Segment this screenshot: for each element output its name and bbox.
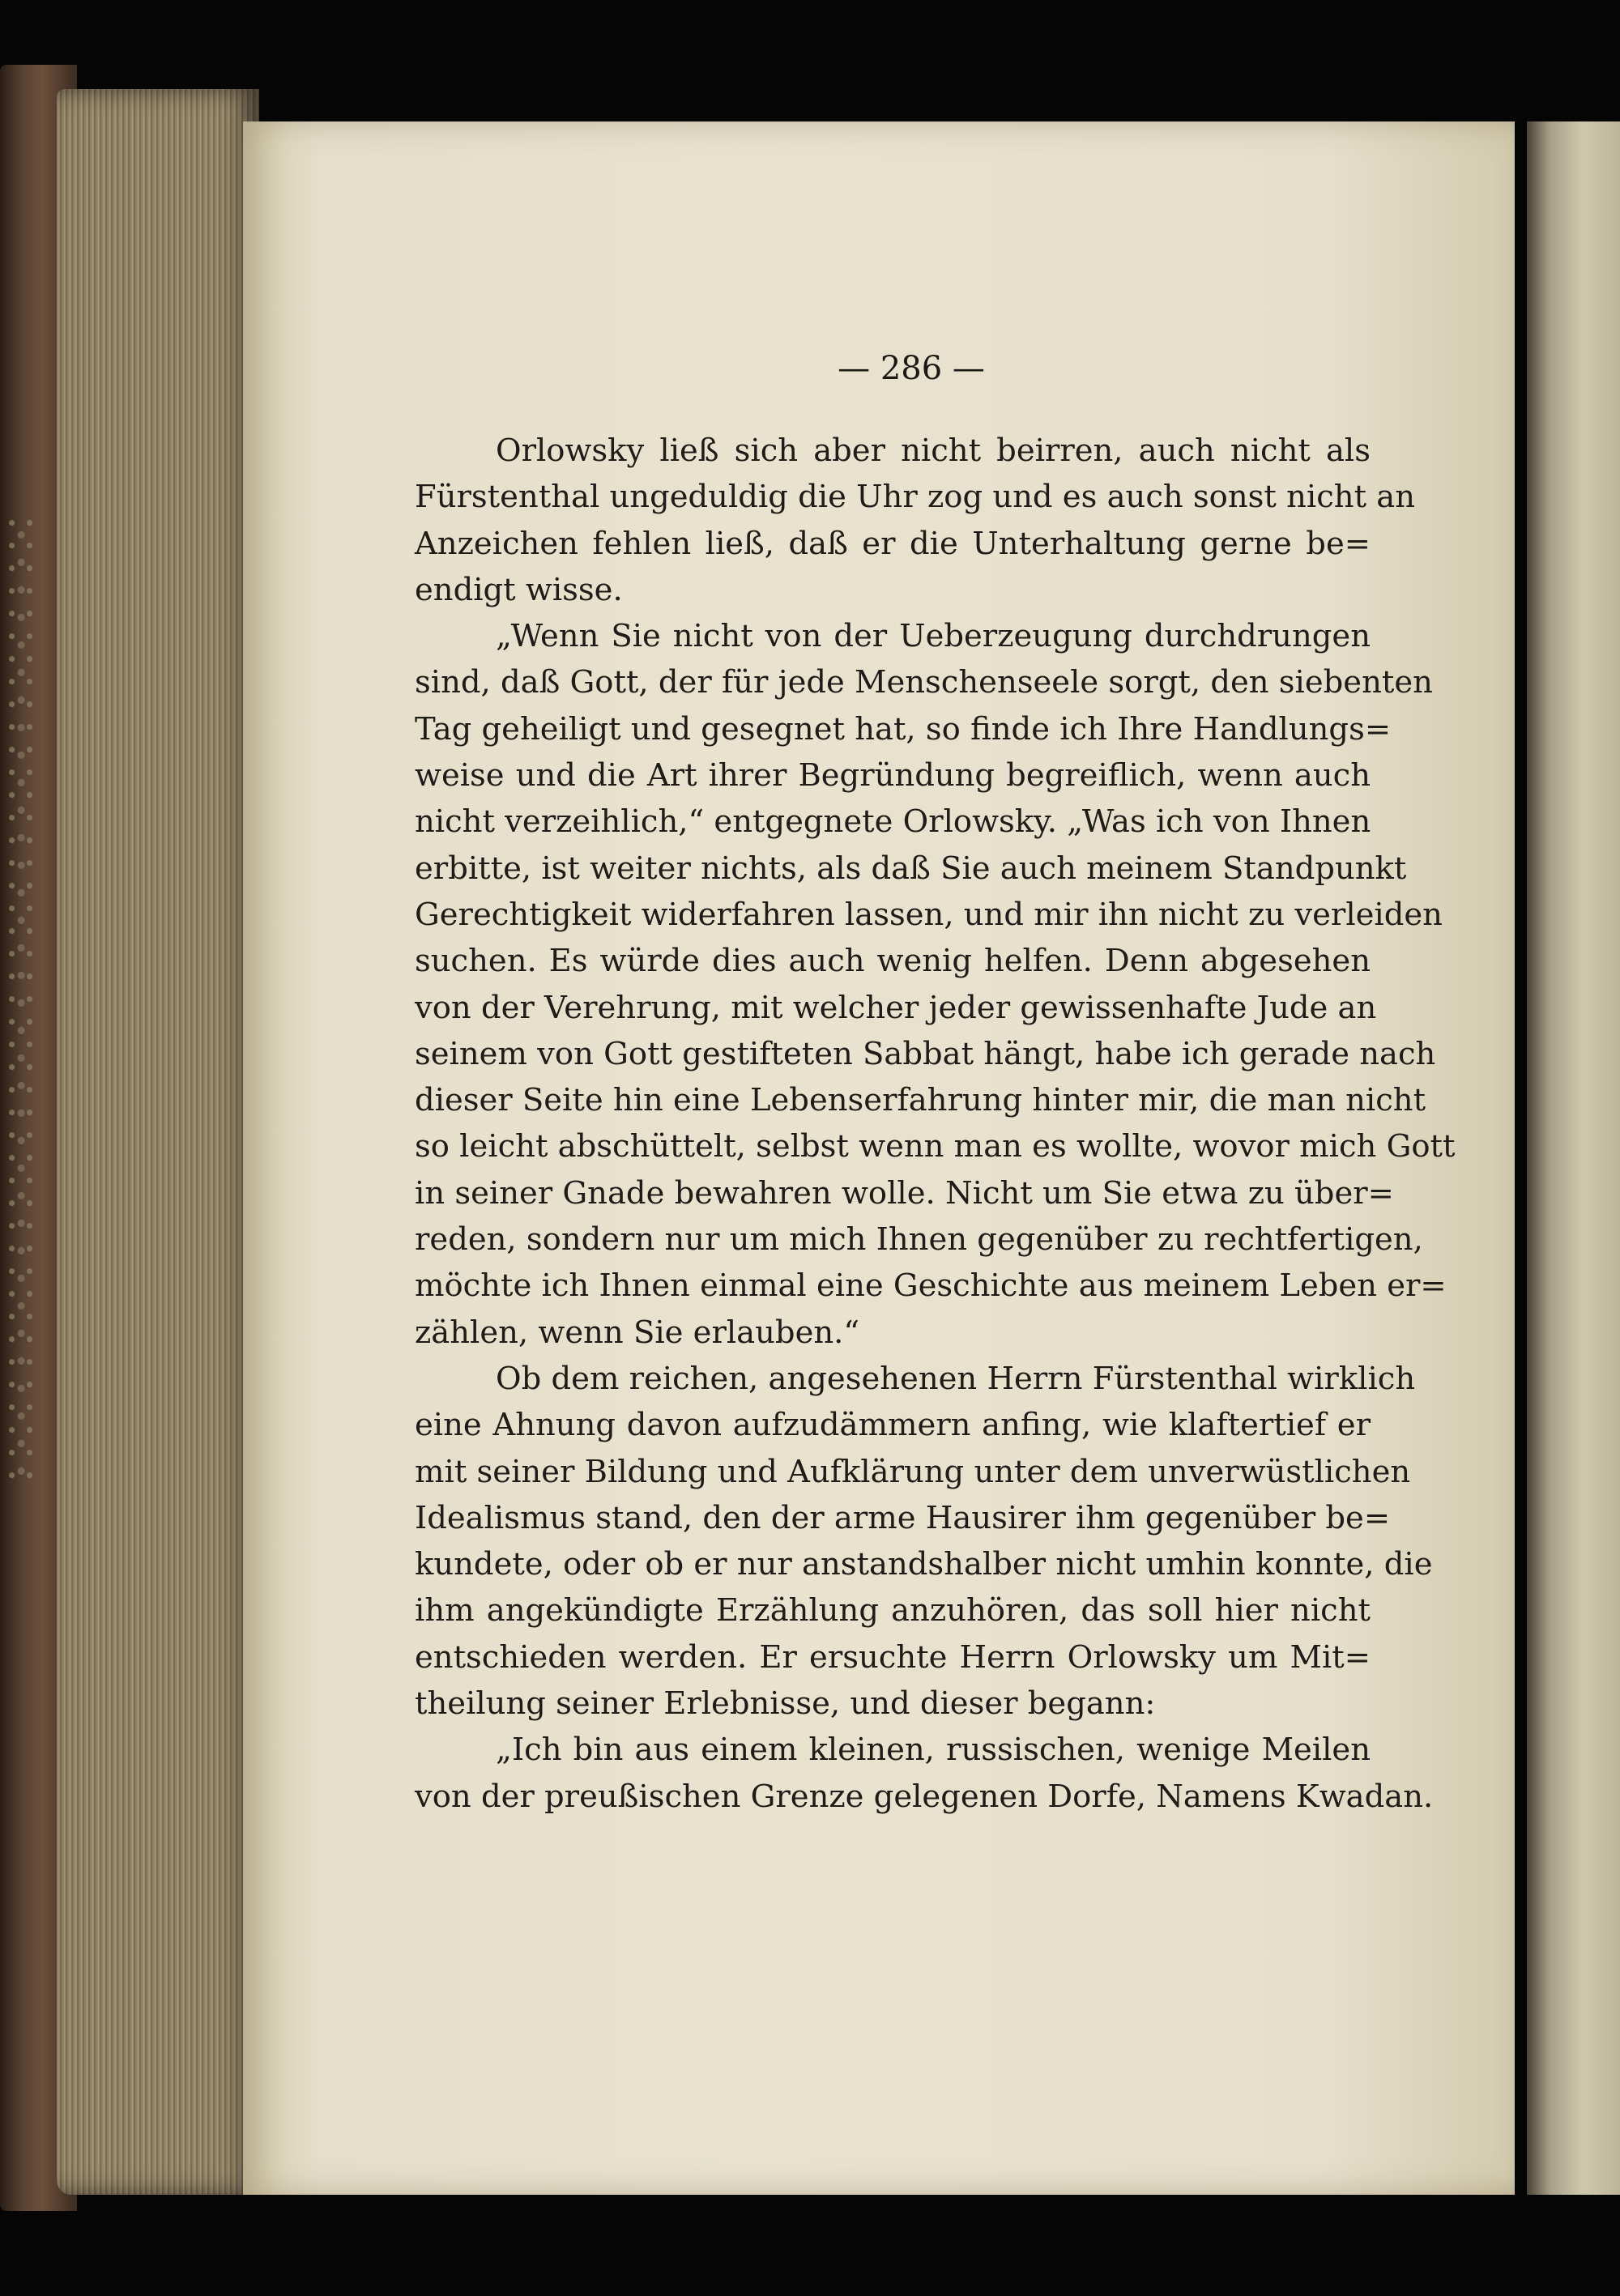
text-line: eine Ahnung davon aufzudämmern anfing, wie klaftertief er <box>415 1407 1371 1444</box>
text-line: Fürstenthal ungeduldig die Uhr zog und es auch sonst nicht an <box>415 479 1416 516</box>
text-line: seinem von Gott gestifteten Sabbat hängt, habe ich gerade nach <box>415 1035 1436 1072</box>
text-line: Gerechtigkeit widerfahren lassen, und mir ihn nicht zu verleiden <box>415 896 1443 933</box>
text-line: reden, sondern nur um mich Ihnen gegenüber zu rechtfertigen, <box>415 1221 1423 1259</box>
text-line: Anzeichen fehlen ließ, daß er die Unterhaltung gerne be= <box>415 525 1371 562</box>
text-line: „Ich bin aus einem kleinen, russischen, wenige Meilen <box>496 1732 1371 1769</box>
cover-marbling <box>6 518 39 1490</box>
text-line: in seiner Gnade bewahren wolle. Nicht um Sie etwa zu über= <box>415 1174 1394 1212</box>
text-line: endigt wisse. <box>415 571 623 608</box>
text-line: nicht verzeihlich,“ entgegnete Orlowsky. „Was ich von Ihnen <box>415 803 1371 841</box>
text-line: Ob dem reichen, angesehenen Herrn Fürstenthal wirklich <box>496 1360 1416 1397</box>
text-line: erbitte, ist weiter nichts, als daß Sie auch meinem Standpunkt <box>415 850 1407 887</box>
page-number: — 286 — <box>838 350 985 387</box>
text-line: „Wenn Sie nicht von der Ueberzeugung durchdrungen <box>496 618 1371 655</box>
text-line: zählen, wenn Sie erlauben.“ <box>415 1314 860 1351</box>
text-line: von der Verehrung, mit welcher jeder gewissenhafte Jude an <box>415 989 1377 1026</box>
text-line: Orlowsky ließ sich aber nicht beirren, auch nicht als <box>496 432 1371 469</box>
text-line: ihm angekündigte Erzählung anzuhören, das soll hier nicht <box>415 1592 1371 1629</box>
stacked-page-edges <box>57 89 259 2195</box>
text-line: dieser Seite hin eine Lebenserfahrung hinter mir, die man nicht <box>415 1082 1426 1119</box>
body-text <box>415 428 1456 1820</box>
text-line: entschieden werden. Er ersuchte Herrn Orlowsky um Mit= <box>415 1638 1371 1676</box>
text-line: theilung seiner Erlebnisse, und dieser begann: <box>415 1685 1156 1723</box>
text-line: so leicht abschüttelt, selbst wenn man es wollte, wovor mich Gott <box>415 1128 1456 1165</box>
text-line: Idealismus stand, den der arme Hausirer ihm gegenüber be= <box>415 1499 1391 1536</box>
facing-page-edge <box>1527 121 1620 2195</box>
text-line: von der preußischen Grenze gelegenen Dorfe, Namens Kwadan. <box>415 1778 1434 1815</box>
text-line: möchte ich Ihnen einmal eine Geschichte aus meinem Leben er= <box>415 1267 1447 1305</box>
text-line: mit seiner Bildung und Aufklärung unter dem unverwüstlichen <box>415 1453 1411 1490</box>
text-line: sind, daß Gott, der für jede Menschenseele sorgt, den siebenten <box>415 664 1433 701</box>
text-line: kundete, oder ob er nur anstandshalber nicht umhin konnte, die <box>415 1546 1433 1583</box>
text-line: Tag geheiligt und gesegnet hat, so finde ich Ihre Handlungs= <box>415 710 1392 748</box>
text-line: suchen. Es würde dies auch wenig helfen. Denn abgesehen <box>415 943 1371 980</box>
text-line: weise und die Art ihrer Begründung begreiflich, wenn auch <box>415 757 1371 794</box>
